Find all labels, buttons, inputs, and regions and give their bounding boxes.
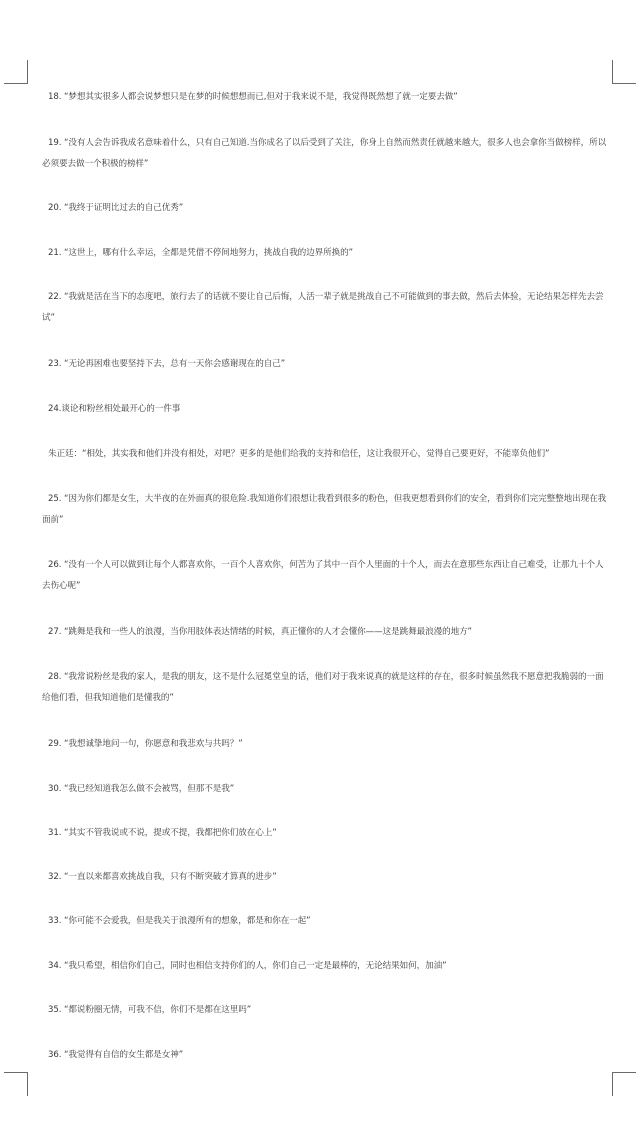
paragraph-31: 31. “其实不管我说或不说，提或不提，我都把你们放在心上”	[48, 828, 277, 838]
paragraph-19: 19. “没有人会告诉我成名意味着什么，只有自己知道.当你成名了以后受到了关注，你身上自然而然责任就越来越大，很多人也会拿你当做榜样，所以必须要去做一个积极的榜样”	[42, 138, 607, 169]
crop-mark-bottom-left-horizontal	[4, 1072, 28, 1073]
paragraph-20: 20. “我终于证明比过去的自己优秀”	[48, 203, 184, 213]
paragraph-35: 35. “都说粉圈无情，可我不信，你们不是都在这里吗”	[48, 1005, 252, 1015]
paragraph-22: 22. “我就是活在当下的态度吧，旅行去了的话就不要让自己后悔，人活一辈子就是挑战自己不可能做到的事去做，然后去体验，无论结果怎样先去尝试”	[42, 292, 604, 323]
paragraph-29: 29. “我想诚挚地问一句，你愿意和我悲欢与共吗？”	[48, 739, 243, 749]
crop-mark-top-left-vertical	[27, 60, 28, 84]
paragraph-26: 26. “没有一个人可以做到让每个人都喜欢你，一百个人喜欢你，何苦为了其中一百个人里面的十个人，而去在意那些东西让自己难受，让那九十个人去伤心呢”	[42, 560, 604, 591]
paragraph-25: 25. “因为你们都是女生，大半夜的在外面真的很危险.我知道你们很想让我看到很多的粉色，但我更想看到你们的安全，看到你们完完整整地出现在我面前”	[42, 494, 607, 525]
crop-mark-top-right-vertical	[612, 60, 613, 84]
document-page	[42, 0, 608, 1138]
crop-mark-bottom-right-horizontal	[612, 1072, 636, 1073]
paragraph-33: 33. “你可能不会爱我，但是我关于浪漫所有的想象，都是和你在一起”	[48, 916, 311, 926]
paragraph-18: 18. “梦想其实很多人都会说梦想只是在梦的时候想想而已,但对于我来说不是，我觉得既然想了就一定要去做”	[48, 92, 458, 102]
paragraph-30: 30. “我已经知道我怎么做不会被骂，但那不是我”	[48, 784, 235, 794]
paragraph-32: 32. “一直以来都喜欢挑战自我，只有不断突破才算真的进步”	[48, 872, 277, 882]
crop-mark-bottom-right-vertical	[612, 1072, 613, 1096]
crop-mark-top-right-horizontal	[612, 83, 636, 84]
paragraph-zhu: 朱正廷：“相处，其实我和他们并没有相处，对吧？更多的是他们给我的支持和信任，这让我很开心，觉得自己要更好，不能辜负他们”	[48, 449, 550, 459]
paragraph-23: 23. “无论再困难也要坚持下去，总有一天你会感谢现在的自己”	[48, 359, 286, 369]
paragraph-21: 21. “这世上，哪有什么幸运，全都是凭借不停间地努力，挑战自我的边界所换的”	[48, 248, 353, 258]
paragraph-34: 34. “我只希望，相信你们自己，同时也相信支持你们的人，你们自己一定是最棒的，无论结果如何，加油”	[48, 961, 447, 971]
paragraph-24: 24.谈论和粉丝相处最开心的一件事	[48, 404, 181, 414]
paragraph-36: 36. “我觉得有自信的女生都是女神”	[48, 1050, 184, 1060]
paragraph-28: 28. “我常说粉丝是我的家人，是我的朋友，这不是什么冠冕堂皇的话，他们对于我来说真的就是这样的存在，很多时候虽然我不愿意把我脆弱的一面给他们看，但我知道他们是懂我的”	[42, 672, 604, 703]
paragraph-27: 27. “跳舞是我和一些人的浪漫，当你用肢体表达情绪的时候，真正懂你的人才会懂你——这是跳舞最浪漫的地方”	[48, 627, 472, 637]
crop-mark-bottom-left-vertical	[27, 1072, 28, 1096]
crop-mark-top-left-horizontal	[4, 83, 28, 84]
